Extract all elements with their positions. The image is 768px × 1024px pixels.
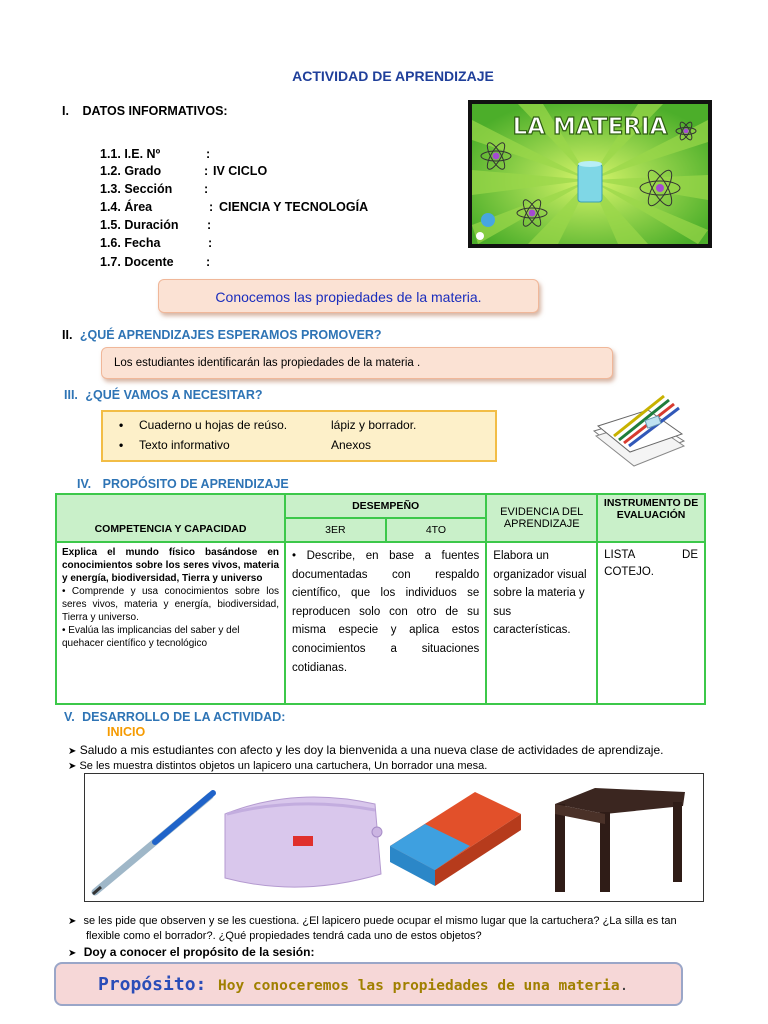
datos-heading-text: DATOS INFORMATIVOS: <box>82 104 228 118</box>
datos-row <box>100 182 420 200</box>
section5-heading-text: DESARROLLO DE LA ACTIVIDAD: <box>82 710 286 724</box>
section2-num: II. <box>62 328 73 342</box>
bullet-icon: • <box>119 418 124 432</box>
notebook-pencils-illustration <box>584 386 694 470</box>
datos-row <box>100 147 420 165</box>
datos-heading-num: I. <box>62 104 69 118</box>
materials-item-right: lápiz y borrador. <box>331 418 417 432</box>
bullet-icon: • <box>292 550 307 562</box>
datos-row <box>100 255 420 273</box>
evidencia-text: Elabora un organizador visual sobre la materia y sus características. <box>493 550 587 637</box>
section3-num: III. <box>64 388 78 402</box>
inicio-line-3 <box>68 915 677 927</box>
section5-heading <box>64 710 285 724</box>
datos-label: 1.7. Docente <box>100 255 174 269</box>
section5-num: V. <box>64 710 75 724</box>
eraser-graphic <box>390 792 521 886</box>
competencia-cell <box>56 542 285 704</box>
header-competencia: COMPETENCIA Y CAPACIDAD <box>56 494 285 542</box>
instrumento-text: LISTA DE COTEJO. <box>604 549 698 578</box>
competencia-title: Explica el mundo físico basándose en conocimientos sobre los seres vivos, materia y energía, biodiversidad, Tierra y universo <box>62 547 280 584</box>
purpose-text: Hoy conoceremos las propiedades de una materia <box>218 978 620 994</box>
desempeno-text: Describe, en base a fuentes documentadas con respaldo científico, que los individuos se reproducen solo con otro de su misma especie y aplica estos conocimientos a situaciones cotidianas. <box>292 550 480 674</box>
notebook-pencils-image <box>584 386 694 470</box>
datos-value: IV CICLO <box>213 164 268 178</box>
section3-heading <box>64 388 262 402</box>
header-instrumento: INSTRUMENTO DE EVALUACIÓN <box>597 494 705 542</box>
header-grade-3: 3ER <box>285 518 386 542</box>
bullet-icon: • <box>119 438 124 452</box>
header-grade-4: 4TO <box>386 518 487 542</box>
pencil-case-graphic <box>225 797 382 887</box>
datos-colon: : <box>208 236 213 250</box>
inicio-line-1 <box>68 743 663 757</box>
desempeno-cell <box>285 542 486 704</box>
inicio-label: INICIO <box>107 725 146 739</box>
capacidad-item <box>62 585 279 624</box>
inicio-line-2-text: Se les muestra distintos objetos un lapicero una cartuchera, Un borrador una mesa. <box>79 760 488 772</box>
arrow-bullet-icon: ➤ <box>68 761 77 772</box>
section4-heading-text: PROPÓSITO DE APRENDIZAJE <box>102 477 289 491</box>
purpose-line <box>98 974 628 995</box>
inicio-line-2 <box>68 760 487 772</box>
section4-heading <box>77 477 289 491</box>
materials-item-left: Cuaderno u hojas de reúso. <box>139 418 288 432</box>
inicio-line-3b: flexible como el borrador?. ¿Qué propiedades tendrá cada uno de estos objetos? <box>86 930 482 942</box>
section2-text: Los estudiantes identificarán las propiedades de la materia . <box>114 357 421 369</box>
la-materia-illustration <box>468 100 712 248</box>
datos-colon: : <box>204 182 209 196</box>
purpose-table-grid <box>55 493 706 705</box>
pen-graphic <box>93 793 213 894</box>
datos-row <box>100 236 420 254</box>
datos-colon: : <box>206 255 211 269</box>
datos-value: CIENCIA Y TECNOLOGÍA <box>219 200 369 214</box>
materials-item <box>119 438 372 455</box>
capacidad-text: Evalúa las implicancias del saber y del quehacer científico y tecnológico <box>62 625 240 649</box>
header-desempeno: DESEMPEÑO <box>285 494 486 518</box>
datos-label: 1.1. I.E. Nº <box>100 147 161 161</box>
purpose-box <box>54 962 683 1006</box>
section3-heading-text: ¿QUÉ VAMOS A NECESITAR? <box>85 388 263 402</box>
inicio-line-3-text: se les pide que observen y se les cuestiona. ¿El lapicero puede ocupar el mismo lugar que la cartuchera? ¿La silla es tan <box>83 915 677 927</box>
datos-row <box>100 218 420 236</box>
arrow-bullet-icon: ➤ <box>68 948 77 959</box>
topic-banner <box>158 279 539 313</box>
inicio-line-1-text: Saludo a mis estudiantes con afecto y les doy la bienvenida a una nueva clase de actividades de aprendizaje. <box>79 743 664 757</box>
purpose-label: Propósito: <box>98 974 207 995</box>
datos-row <box>100 164 420 182</box>
evidencia-cell <box>486 542 597 704</box>
la-materia-image <box>468 100 712 248</box>
header-evidencia: EVIDENCIA DEL APRENDIZAJE <box>486 494 597 542</box>
instrumento-cell <box>597 542 705 704</box>
page-title: ACTIVIDAD DE APRENDIZAJE <box>292 68 494 84</box>
materials-item <box>119 418 417 435</box>
purpose-period: . <box>619 978 629 994</box>
capacidad-text: Comprende y usa conocimientos sobre los seres vivos, materia y energía, biodiversidad, Tierra y universo. <box>62 586 280 623</box>
datos-label: 1.6. Fecha <box>100 236 161 250</box>
datos-colon: : <box>204 164 209 178</box>
banner-text: LA MATERIA <box>512 114 668 140</box>
datos-label: 1.5. Duración <box>100 218 179 232</box>
materials-box <box>101 410 497 462</box>
datos-colon: : <box>209 200 214 214</box>
section2-box <box>101 347 613 379</box>
capacidad-item <box>62 624 279 650</box>
bullet-icon: • <box>62 625 69 636</box>
datos-row <box>100 200 420 218</box>
arrow-bullet-icon: ➤ <box>68 746 77 757</box>
materials-item-right: Anexos <box>331 438 372 452</box>
arrow-bullet-icon: ➤ <box>68 916 77 927</box>
section2-heading <box>62 328 382 342</box>
inicio-line-4-text: Doy a conocer el propósito de la sesión: <box>83 945 315 959</box>
bullet-icon: • <box>62 586 72 597</box>
topic-text: Conocemos las propiedades de la materia. <box>215 289 482 305</box>
datos-label: 1.2. Grado <box>100 164 162 178</box>
datos-label: 1.3. Sección <box>100 182 173 196</box>
datos-heading <box>62 104 228 118</box>
inicio-line-4 <box>68 945 314 959</box>
section2-heading-text: ¿QUÉ APRENDIZAJES ESPERAMOS PROMOVER? <box>79 328 382 342</box>
objects-image <box>84 773 704 902</box>
section4-num: IV. <box>77 477 92 491</box>
objects-illustration <box>85 774 705 903</box>
datos-colon: : <box>206 147 211 161</box>
datos-colon: : <box>207 218 212 232</box>
datos-label: 1.4. Área <box>100 200 153 214</box>
table-graphic <box>555 788 685 892</box>
purpose-table <box>55 493 706 705</box>
materials-item-left: Texto informativo <box>139 438 230 452</box>
